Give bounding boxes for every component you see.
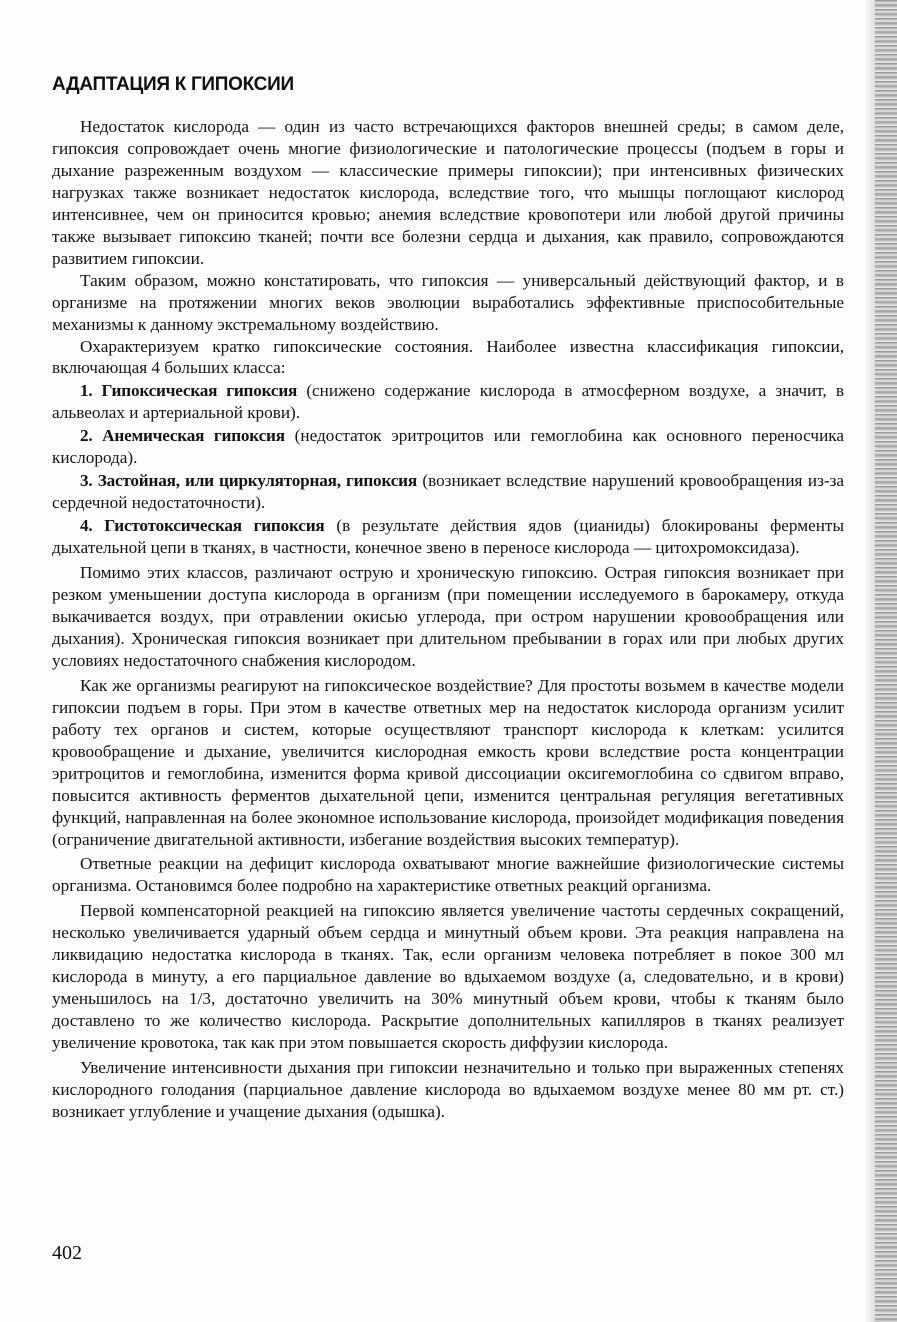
classification-term: 3. Застойная, или циркуляторная, гипоксия <box>80 471 417 491</box>
classification-term: 4. Гистотоксическая гипоксия <box>80 516 325 536</box>
classification-item <box>52 425 844 469</box>
classification-item <box>52 470 844 514</box>
paragraph: Как же организмы реагируют на гипоксическое воздействие? Для простоты возьмем в качестве модели гипоксии подъем в горы. При этом в качестве ответных мер на недостаток кислорода организм усилит работу тех органов и систем, которые осуществляют транспорт кислорода к клеткам: усилится кровообращение и дыхание, увеличится кислородная емкость крови вследствие роста концентрации эритроцитов и гемоглобина, изменится форма кривой диссоциации оксигемоглобина со сдвигом вправо, повысится активность ферментов дыхательной цепи, изменится центральная регуляция вегетативных функций, направленная на более экономное использование кислорода, произойдет модификация поведения (ограничение двигательной активности, избегание воздействия высоких температур). <box>52 675 844 849</box>
page-number: 402 <box>52 1242 82 1264</box>
classification-text: (в результате действия ядов (цианиды) блокированы ферменты дыхательной цепи в тканях, в частности, конечное звено в переносе кислорода — цитохромоксидаза). <box>52 516 844 558</box>
scan-shadow <box>865 0 875 1322</box>
paragraph: Охарактеризуем кратко гипоксические состояния. Наиболее известна классификация гипоксии, включающая 4 больших класса: <box>52 336 844 378</box>
paragraph: Таким образом, можно констатировать, что гипоксия — универсальный действующий фактор, и в организме на протяжении многих веков эволюции выработались эффективные приспособительные механизмы к данному экстремальному воздействию. <box>52 270 844 334</box>
paragraph: Первой компенсаторной реакцией на гипоксию является увеличение частоты сердечных сокращений, несколько увеличивается ударный объем сердца и минутный объем крови. Эта реакция направлена на ликвидацию недостатка кислорода в тканях. Так, если организм человека потребляет в покое 300 мл кислорода в минуту, а его парциальное давление во вдыхаемом воздухе (а, следовательно, и в крови) уменьшилось на 1/3, достаточно увеличить на 30% минутный объем крови, чтобы к тканям было доставлено то же количество кислорода. Раскрытие дополнительных капилляров в тканях реализует увеличение кровотока, так как при этом повышается скорость диффузии кислорода. <box>52 901 844 1053</box>
scan-binding-edge <box>875 0 897 1322</box>
paragraph: Помимо этих классов, различают острую и хроническую гипоксию. Острая гипоксия возникает при резком уменьшении доступа кислорода в организм (при помещении исследуемого в барокамеру, откуда выкачивается воздух, при отравлении окисью углерода, при остром нарушении кровообращения или дыхания). Хроническая гипоксия возникает при длительном пребывании в горах или при любых других условиях недостаточного снабжения кислородом. <box>52 563 844 670</box>
paragraph: Увеличение интенсивности дыхания при гипоксии незначительно и только при выраженных степенях кислородного голодания (парциальное давление кислорода во вдыхаемом воздухе менее 80 мм рт. ст.) возникает углубление и учащение дыхания (одышка). <box>52 1058 844 1121</box>
section-title: АДАПТАЦИЯ К ГИПОКСИИ <box>52 74 294 95</box>
classification-text: (снижено содержание кислорода в атмосферном воздухе, а значит, в альвеолах и артериальной крови). <box>52 381 844 423</box>
classification-item <box>52 515 844 559</box>
classification-text: (возникает вследствие нарушений кровообращения из-за сердечной недостаточности). <box>52 471 844 513</box>
classification-text: (недостаток эритроцитов или гемоглобина как основного переносчика кислорода). <box>52 426 844 468</box>
paragraph: Недостаток кислорода — один из часто встречающихся факторов внешней среды; в самом деле, гипоксия сопровождает очень многие физиологические и патологические процессы (подъем в горы и дыхание разреженным воздухом — классические примеры гипоксии); при интенсивных физических нагрузках также возникает недостаток кислорода, вследствие того, что мышцы поглощают кислород интенсивнее, чем он приносится кровью; анемия вследствие кровопотери или любой другой причины также вызывает гипоксию тканей; почти все болезни сердца и дыхания, как правило, сопровождаются развитием гипоксии. <box>52 117 844 268</box>
paragraph: Ответные реакции на дефицит кислорода охватывают многие важнейшие физиологические системы организма. Остановимся более подробно на характеристике ответных реакций организма. <box>52 854 844 896</box>
classification-term: 2. Анемическая гипоксия <box>80 426 285 446</box>
classification-term: 1. Гипоксическая гипоксия <box>80 381 298 401</box>
classification-item <box>52 380 844 424</box>
body-text <box>52 116 844 1123</box>
